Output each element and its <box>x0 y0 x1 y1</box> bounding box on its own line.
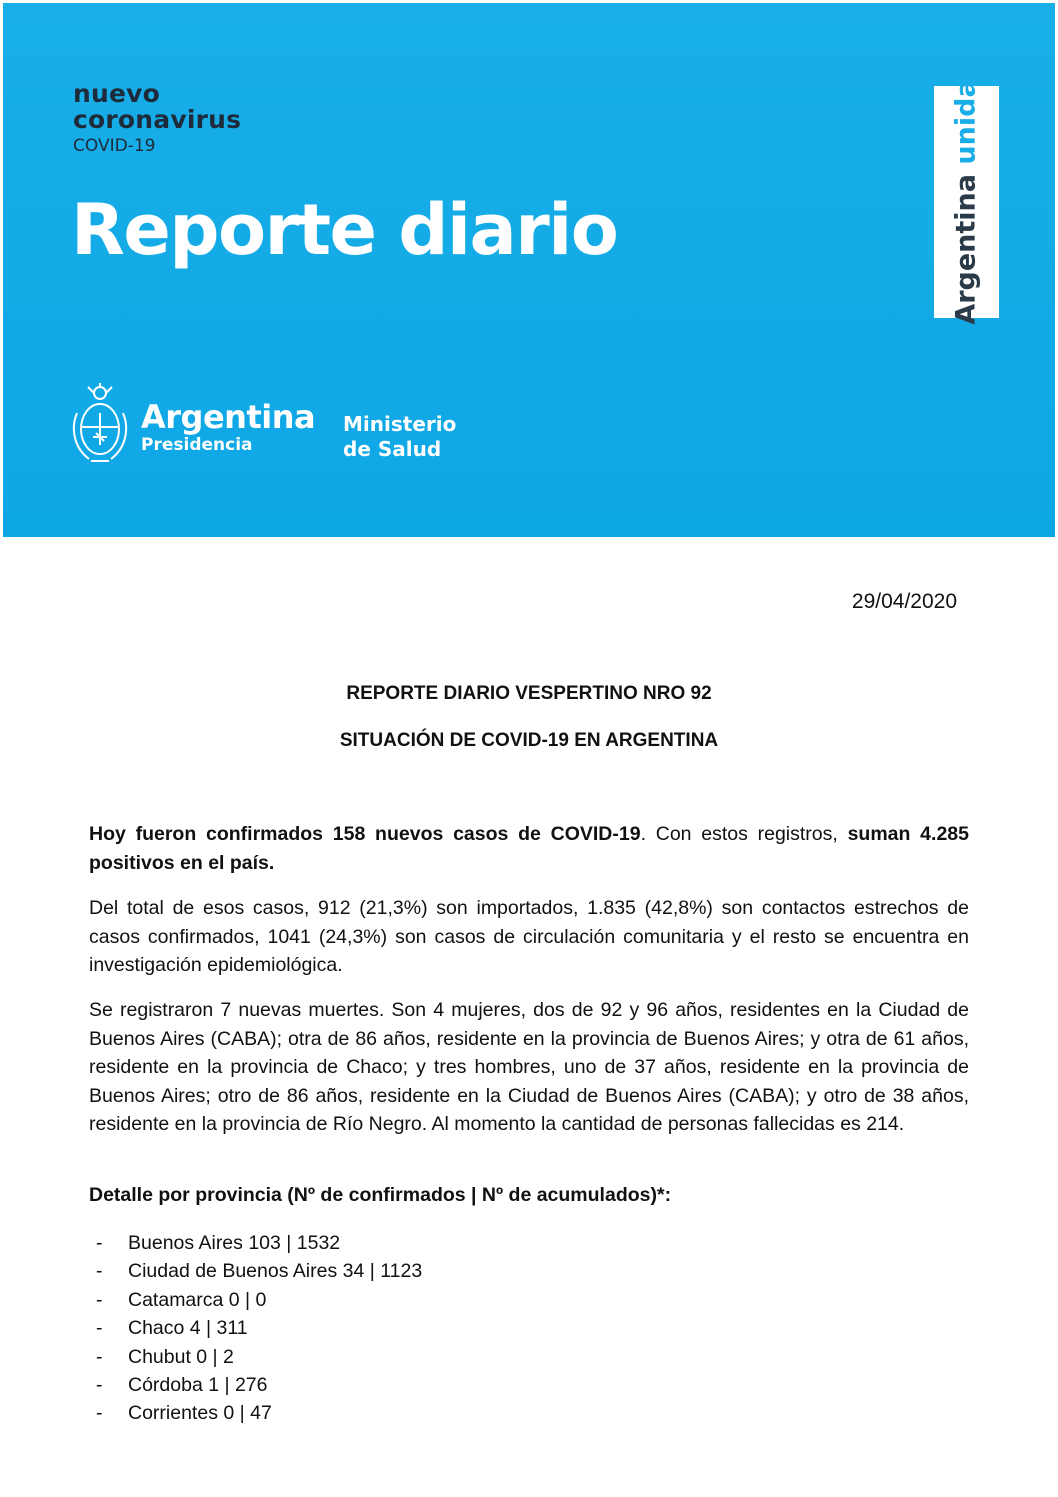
list-item <box>96 1314 422 1342</box>
province-entry: Chubut 0 | 2 <box>128 1345 234 1368</box>
summary-paragraph <box>89 820 969 877</box>
province-entry: Catamarca 0 | 0 <box>128 1288 267 1311</box>
summary-text: . Con estos registros, <box>640 823 848 845</box>
list-item <box>96 1399 422 1427</box>
coat-of-arms-icon <box>69 383 131 467</box>
list-item <box>96 1371 422 1399</box>
ministry-line-1: Ministerio <box>343 412 457 436</box>
list-item <box>96 1229 422 1257</box>
list-marker: - <box>96 1317 103 1340</box>
header-banner <box>3 3 1055 537</box>
list-item <box>96 1343 422 1371</box>
brand-line-3: COVID-19 <box>73 136 156 156</box>
argentina-unida-badge <box>934 79 999 325</box>
summary-bold-1: Hoy fueron confirmados 158 nuevos casos de COVID-19 <box>89 823 641 845</box>
list-marker: - <box>96 1288 103 1311</box>
badge-text-unida: unida <box>950 79 982 165</box>
province-entry: Ciudad de Buenos Aires 34 | 1123 <box>128 1260 423 1283</box>
banner-title: Reporte diario <box>71 189 618 271</box>
list-marker: - <box>96 1345 103 1368</box>
deaths-paragraph: Se registraron 7 nuevas muertes. Son 4 mujeres, dos de 92 y 96 años, residentes en la Ciudad de Buenos Aires (CABA); otra de 86 años, residente en la provincia de Buenos Aires; y otra de 61 años, residente en la provincia de Chaco; y tres hombres, uno de 37 años, residente en la provincia de Buenos Aires; otro de 86 años, residente en la Ciudad de Buenos Aires (CABA); y otro de 38 años, residente en la provincia de Río Negro. Al momento la cantidad de personas fallecidas es 214. <box>89 999 969 1135</box>
ministerio-salud-logo <box>343 412 456 462</box>
gov-name: Argentina <box>141 398 316 436</box>
report-subheading: SITUACIÓN DE COVID-19 EN ARGENTINA <box>339 730 719 751</box>
gov-sub: Presidencia <box>141 435 253 455</box>
province-entry: Corrientes 0 | 47 <box>128 1402 272 1425</box>
ministry-line-2: de Salud <box>343 437 442 461</box>
cases-breakdown-paragraph: Del total de esos casos, 912 (21,3%) son importados, 1.835 (42,8%) son contactos estrechos de casos confirmados, 1041 (24,3%) son casos de circulación comunitaria y el resto se encuentra en investigación epidemiológica. <box>89 897 969 976</box>
summary-bold-2: suman 4.285 positivos en el país. <box>89 823 969 874</box>
province-list <box>96 1229 422 1428</box>
province-entry: Buenos Aires 103 | 1532 <box>128 1232 341 1254</box>
report-heading: REPORTE DIARIO VESPERTINO NRO 92 <box>346 683 712 704</box>
list-marker: - <box>96 1232 103 1254</box>
list-marker: - <box>96 1373 103 1396</box>
brand-line-2: coronavirus <box>73 105 242 134</box>
province-entry: Córdoba 1 | 276 <box>128 1373 268 1396</box>
province-detail-heading: Detalle por provincia (Nº de confirmados | Nº de acumulados)*: <box>89 1184 672 1206</box>
list-marker: - <box>96 1260 103 1283</box>
nuevo-coronavirus-logo <box>73 81 241 157</box>
list-item <box>96 1286 422 1314</box>
brand-line-1: nuevo <box>73 79 161 108</box>
badge-text-argentina: Argentina <box>950 173 982 325</box>
argentina-presidencia-logo <box>141 399 315 455</box>
province-entry: Chaco 4 | 311 <box>128 1317 248 1340</box>
list-marker: - <box>96 1402 103 1425</box>
report-date: 29/04/2020 <box>851 590 957 613</box>
list-item <box>96 1257 422 1285</box>
